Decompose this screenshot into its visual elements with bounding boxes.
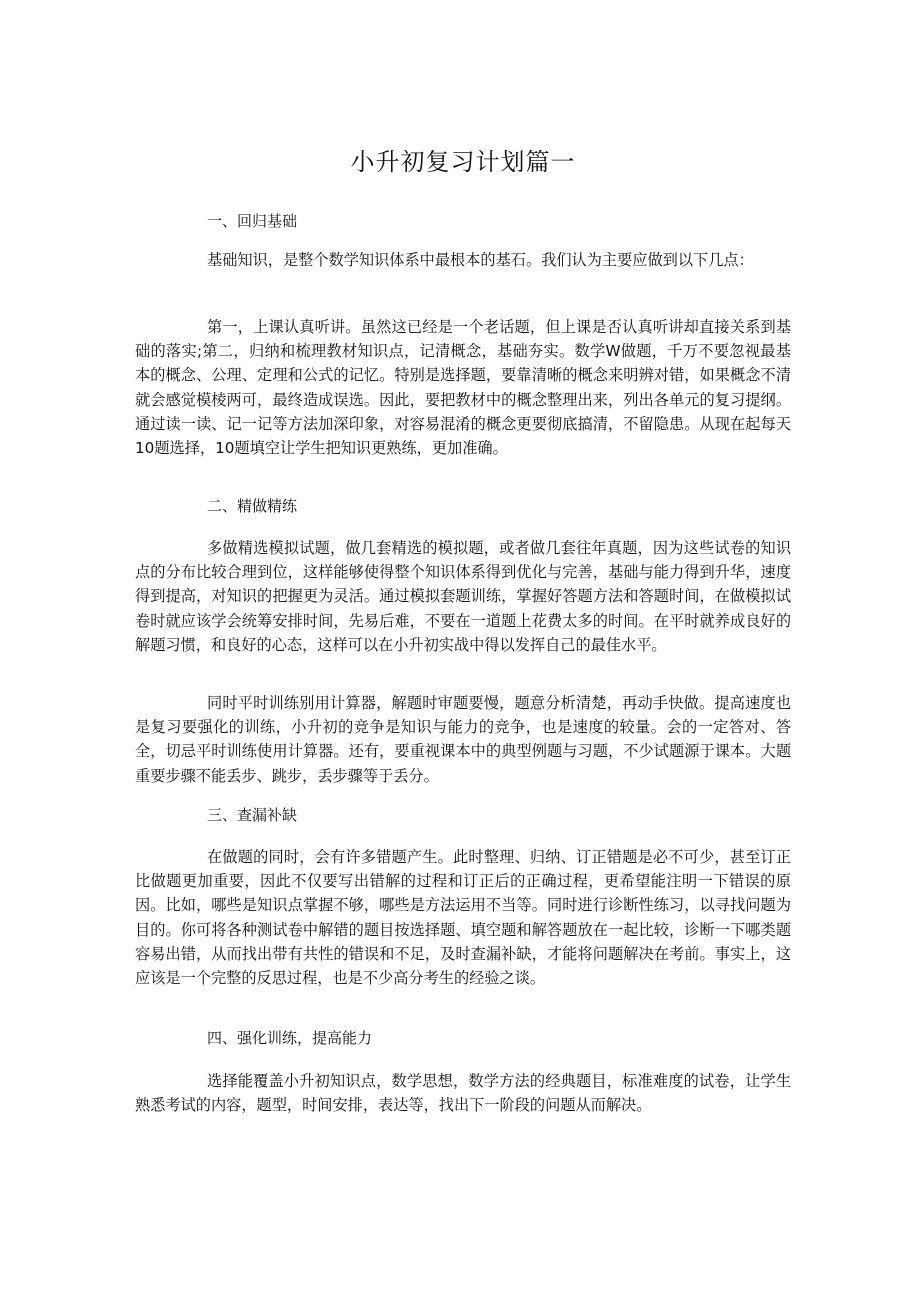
section-heading-2: 二、精做精练 <box>207 497 298 515</box>
paragraph: 基础知识，是整个数学知识体系中最根本的基石。我们认为主要应做到以下几点： <box>207 251 754 269</box>
section-heading-1: 一、回归基础 <box>207 212 298 230</box>
paragraph: 第一，上课认真听讲。虽然这已经是一个老话题，但上课是否认真听讲却直接关系到基础的落实;第二，归纳和梳理教材知识点，记清概念，基础夯实。数学W做题，千万不要忽视最基本的概念、公理、定理和公式的记忆。特别是选择题，要靠清晰的概念来明辨对错，如果概念不清就会感觉模棱两可，最终造成误选。因此，要把教材中的概念整理出来，列出各单元的复习提纲。通过读一读、记一记等方法加深印象，对容易混淆的概念更要彻底搞清，不留隐患。从现在起每天10题选择，10题填空让学生把知识更熟练，更加准确。 <box>135 318 791 458</box>
document-title: 小升初复习计划篇一 <box>350 148 576 176</box>
paragraph: 在做题的同时，会有许多错题产生。此时整理、归纳、订正错题是必不可少，甚至订正比做题更加重要，因此不仅要写出错解的过程和订正后的正确过程，更希望能注明一下错误的原因。比如，哪些是知识点掌握不够，哪些是方法运用不当等。同时进行诊断性练习，以寻找问题为目的。你可将各种测试卷中解错的题目按选择题、填空题和解答题放在一起比较，诊断一下哪类题容易出错，从而找出带有共性的错误和不足，及时查漏补缺，才能将问题解决在考前。事实上，这应该是一个完整的反思过程，也是不少高分考生的经验之谈。 <box>135 848 791 988</box>
paragraph: 同时平时训练别用计算器，解题时审题要慢，题意分析清楚，再动手快做。提高速度也是复习要强化的训练，小升初的竞争是知识与能力的竞争，也是速度的较量。会的一定答对、答全，切忌平时训练使用计算器。还有，要重视课本中的典型例题与习题，不少试题源于课本。大题重要步骤不能丢步、跳步，丢步骤等于丢分。 <box>135 694 791 785</box>
section-heading-4: 四、强化训练，提高能力 <box>207 1029 373 1047</box>
paragraph: 选择能覆盖小升初知识点，数学思想，数学方法的经典题目，标准难度的试卷，让学生熟悉考试的内容，题型，时间安排，表达等，找出下一阶段的问题从而解决。 <box>135 1072 791 1115</box>
section-heading-3: 三、查漏补缺 <box>207 806 298 824</box>
paragraph: 多做精选模拟试题，做几套精选的模拟题，或者做几套往年真题，因为这些试卷的知识点的分布比较合理到位，这样能够使得整个知识体系得到优化与完善，基础与能力得到升华，速度得到提高，对知识的把握更为灵活。通过模拟套题训练，掌握好答题方法和答题时间，在做模拟试卷时就应该学会统筹安排时间，先易后难，不要在一道题上花费太多的时间。在平时就养成良好的解题习惯，和良好的心态，这样可以在小升初实战中得以发挥自己的最佳水平。 <box>135 539 791 654</box>
